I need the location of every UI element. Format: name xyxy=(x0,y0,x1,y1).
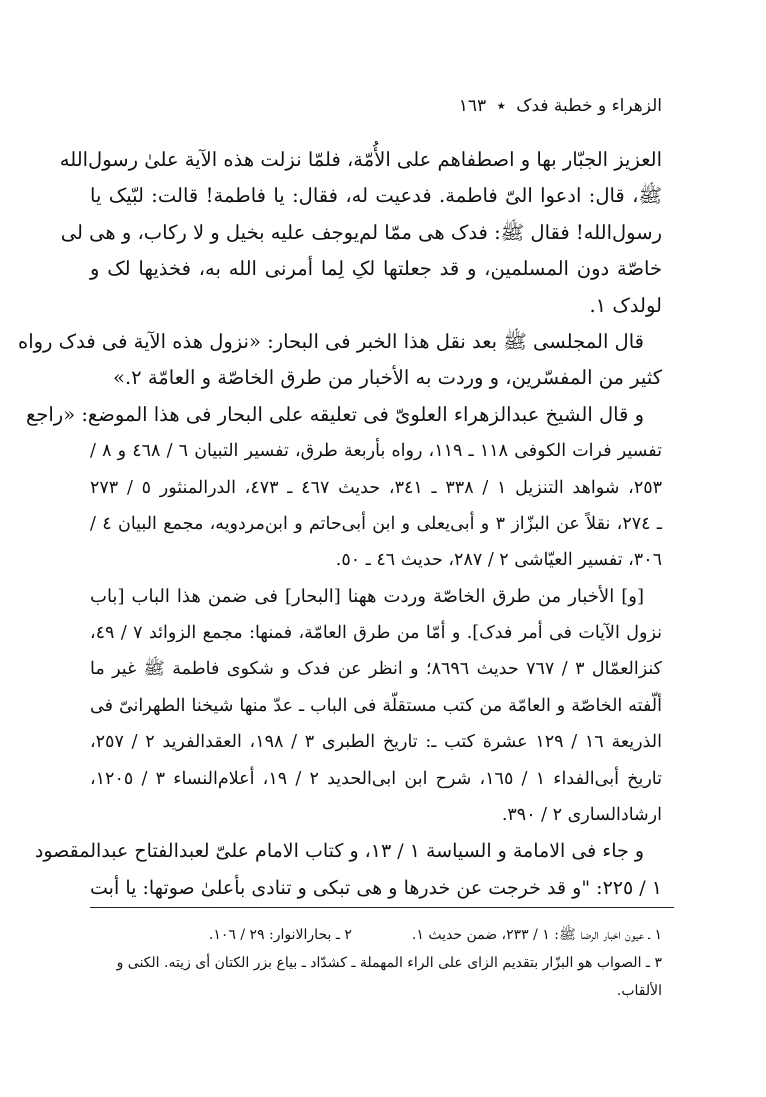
text-line: ارشادالساری ٢ / ٣٩٠. xyxy=(501,805,662,826)
text-line: خاصّة دون المسلمين، و قد جعلتها لکِ لِما أمرنی الله به، فخذيها لک و xyxy=(90,257,662,281)
running-header xyxy=(459,94,662,118)
text-line: ٢٥٣، شواهد التنزيل ١ / ٣٣٨ ـ ٣٤١، حديث ٤٦٧ ـ ٤٧٣، الدرالمنثور ٥ / ٢٧٣ xyxy=(90,477,663,498)
text-line: [و] الأخبار من طرق الخاصّة وردت ههنا [البحار] فی ضمن هذا الباب [باب xyxy=(90,585,644,607)
text-line: العزيز الجبّار بها و اصطفاهم على الأُمّة، فلمّا نزلت هذه الآية علىٰ رسول‌الله xyxy=(59,148,662,171)
text-line: تفسير فرات الکوفی ١١٨ ـ ١١٩، رواه بأربعة طرق، تفسير التبيان ٦ / ٤٦٨ و ٨ / xyxy=(90,441,662,462)
header-title: الزهراء و خطبة فدک xyxy=(516,96,662,116)
text-line: ٣٠٦، تفسير العيّاشی ٢ / ٢٨٧، حديث ٤٦ ـ ٥٠. xyxy=(335,550,662,571)
text-line: لولدک ١. xyxy=(589,293,662,317)
body-text xyxy=(18,142,663,906)
text-line: ﷺ، قال: ادعوا الیّ فاطمة. فدعيت له، فقال: يا فاطمة! قالت: لبّيک يا xyxy=(90,184,662,208)
text-line: رسول‌الله! فقال ﷺ: فدک هی ممّا لم‌يوجف عليه بخيل و لا رکاب، و هی لی xyxy=(60,220,662,244)
footnote-1: ١ ـ عيون اخبار الرضا ﷺ: ١ / ٢٣٣، ضمن حديث ١. xyxy=(411,927,662,943)
page-number: ١٦٣ xyxy=(458,96,487,116)
text-line: تاريخ أبی‌الفداء ١ / ١٦٥، شرح ابن ابی‌الحديد ٢ / ١٩، أعلام‌النساء ٣ / ١٢٠٥، xyxy=(90,768,662,789)
text-line: ١ / ٢٢٥: "و قد خرجت عن خدرها و هی تبکی و تنادی بأعلیٰ صوتها: يا أبت xyxy=(90,876,662,899)
footnote-divider xyxy=(90,907,674,908)
footnote-row xyxy=(90,921,662,949)
text-line: و جاء فی الامامة و السياسة ١ / ١٣، و کتاب الامام علیّ لعبدالفتاح عبدالمقصود xyxy=(34,840,644,863)
text-line: ـ ٢٧٤، نقلاً عن البزّاز ٣ و أبی‌يعلی و ابن أبی‌حاتم و ابن‌مردويه، مجمع البيان ٤ / xyxy=(90,513,662,534)
text-line: کثير من المفسّرين، و وردت به الأخبار من طرق الخاصّة و العامّة ٢.» xyxy=(113,366,662,390)
text-line: ألّفته الخاصّة و العامّة من کتب مستقلّة فی الباب ـ عدّ منها شيخنا الطهرانیّ فی xyxy=(90,695,662,716)
header-separator-icon: ٭ xyxy=(496,96,506,116)
text-line: نزول الآيات فی أمر فدک]. و أمّا من طرق العامّة، فمنها: مجمع الزوائد ٧ / ٤٩، xyxy=(90,623,662,644)
text-line: قال المجلسی ﷺ بعد نقل هذا الخبر فی البحار: «نزول هذه الآية فی فدک رواه xyxy=(18,329,644,353)
footnote-3-continued: الألقاب. xyxy=(616,983,662,999)
footnote-2: ٢ ـ بحارالانوار: ٢٩ / ١٠٦. xyxy=(208,927,352,943)
footnote-3: ٣ ـ الصواب هو البزّار بتقديم الزای علی الراء المهملة ـ کشدّاد ـ بياع بزر الکتان أی زيته. الکنی و xyxy=(116,955,662,971)
text-line: کنزالعمّال ٣ / ٧٦٧ حديث ٨٦٩٦؛ و انظر عن فدک و شکوی فاطمة ﷺ غير ما xyxy=(90,659,662,680)
footnotes xyxy=(90,921,662,1005)
text-line: الذريعة ١٦ / ١٢٩ عشرة کتب ـ: تاريخ الطبری ٣ / ١٩٨، العقدالفريد ٢ / ٢٥٧، xyxy=(90,732,662,753)
text-line: و قال الشيخ عبدالزهراء العلویّ فی تعليقه علی البحار فی هذا الموضع: «راجع xyxy=(25,402,644,426)
